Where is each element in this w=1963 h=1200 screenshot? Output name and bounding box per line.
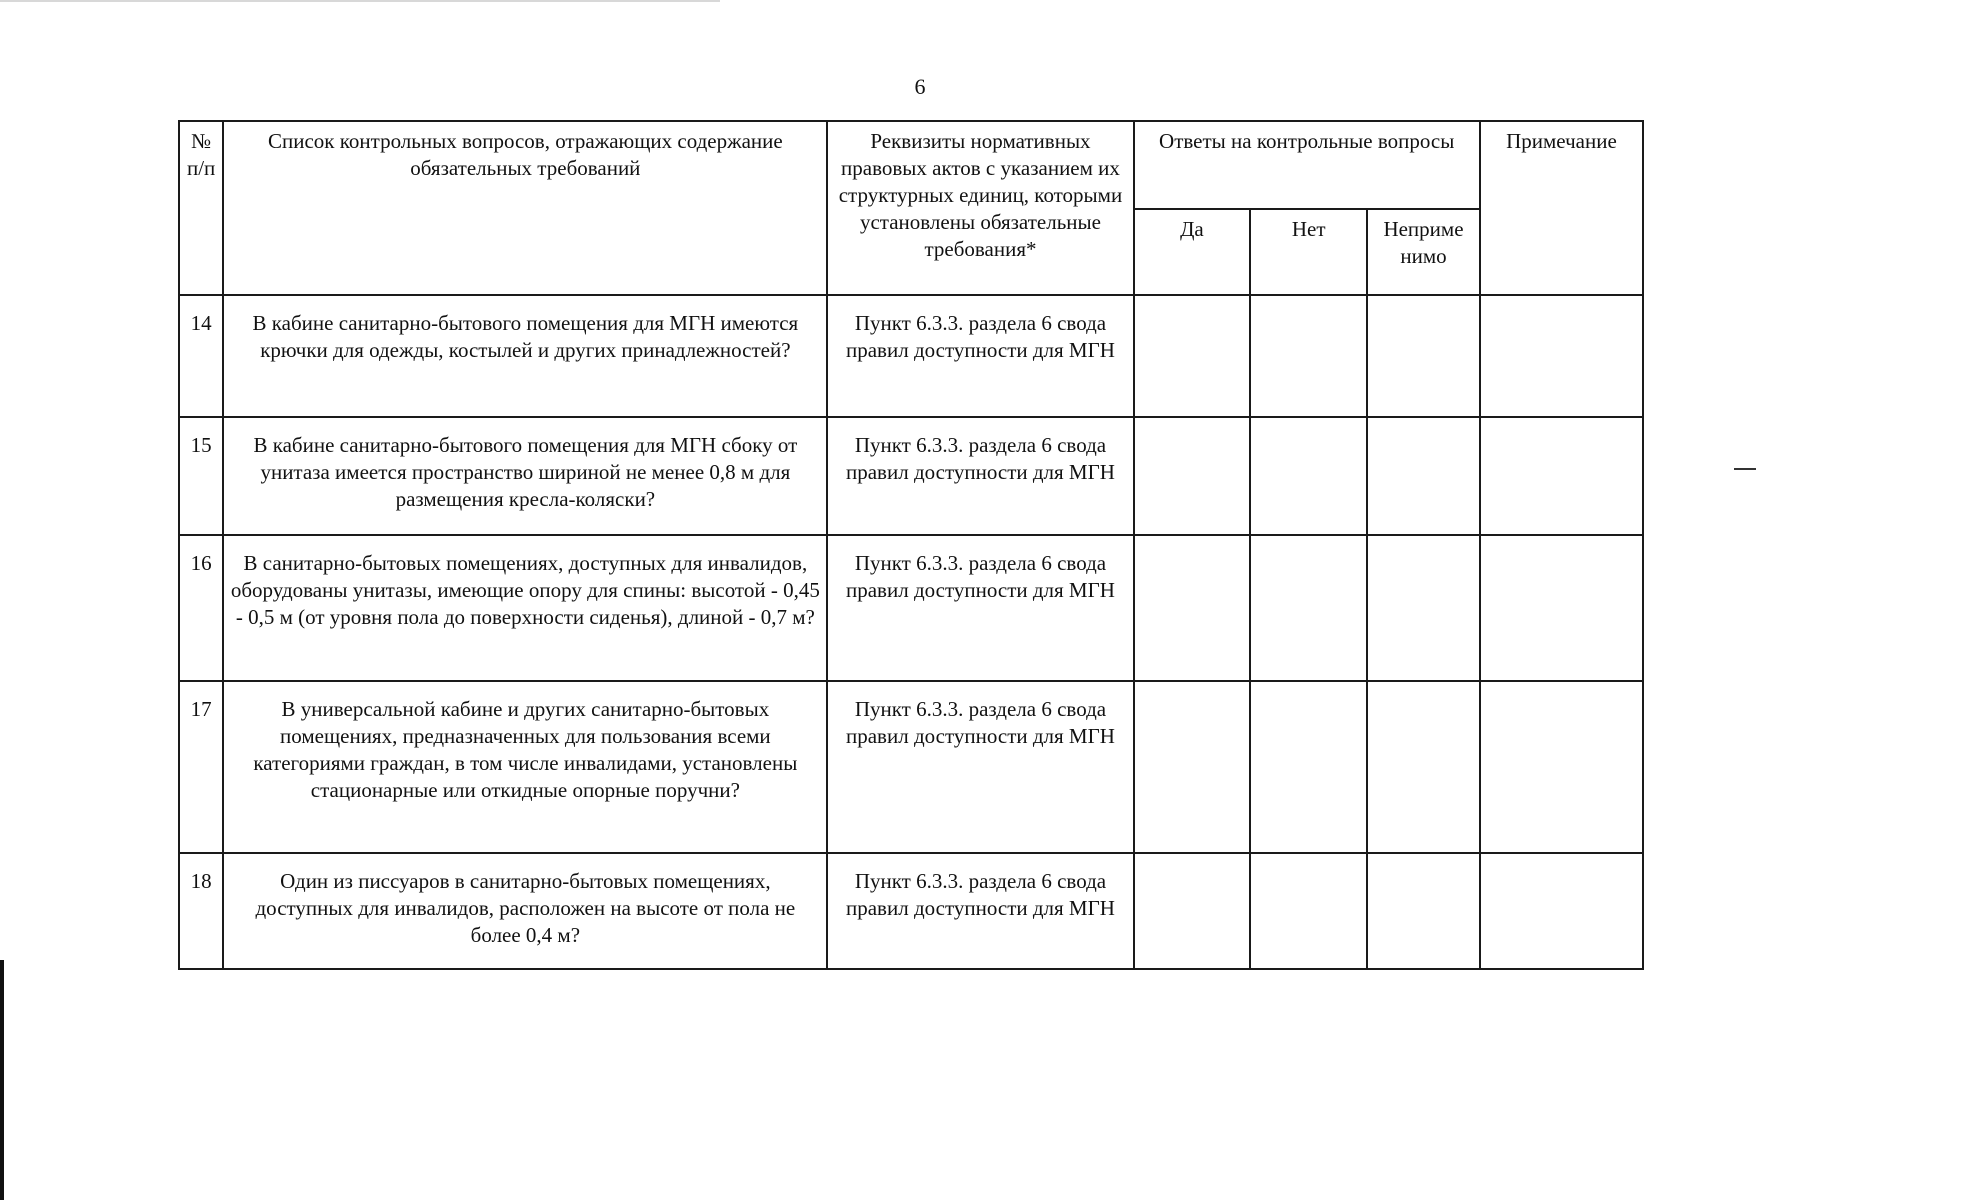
row-question: В кабине санитарно-бытового помещения для МГН сбоку от унитаза имеется пространство шириной не менее 0,8 м для размещения кресла-коляски? [223,417,827,535]
note-cell[interactable] [1480,535,1643,681]
scan-edge-bar [0,960,4,1200]
row-number: 15 [179,417,223,535]
answer-no-cell[interactable] [1250,295,1367,417]
answer-yes-cell[interactable] [1134,295,1251,417]
page-number: 6 [914,74,926,99]
answer-not-applicable-cell[interactable] [1367,417,1480,535]
table-row [179,681,1643,853]
header-yes: Да [1134,209,1251,295]
note-cell[interactable] [1480,417,1643,535]
header-no: Нет [1250,209,1367,295]
header-not-applicable: Неприме нимо [1367,209,1480,295]
row-question: В универсальной кабине и других санитарно-бытовых помещениях, предназначенных для пользования всеми категориями граждан, в том числе инвалидами, установлены стационарные или откидные опорные поручни? [223,681,827,853]
row-reference: Пункт 6.3.3. раздела 6 свода правил доступности для МГН [827,295,1133,417]
table-row [179,295,1643,417]
answer-no-cell[interactable] [1250,853,1367,969]
header-num: № п/п [179,121,223,295]
answer-yes-cell[interactable] [1134,853,1251,969]
row-reference: Пункт 6.3.3. раздела 6 свода правил доступности для МГН [827,417,1133,535]
answer-no-cell[interactable] [1250,535,1367,681]
answer-not-applicable-cell[interactable] [1367,295,1480,417]
margin-dash [1734,468,1756,470]
note-cell[interactable] [1480,853,1643,969]
answer-yes-cell[interactable] [1134,535,1251,681]
answer-no-cell[interactable] [1250,417,1367,535]
row-reference: Пункт 6.3.3. раздела 6 свода правил доступности для МГН [827,681,1133,853]
header-question: Список контрольных вопросов, отражающих содержание обязательных требований [223,121,827,295]
header-reference [827,121,1133,295]
table-row [179,853,1643,969]
row-number: 17 [179,681,223,853]
answer-no-cell[interactable] [1250,681,1367,853]
row-reference: Пункт 6.3.3. раздела 6 свода правил доступности для МГН [827,853,1133,969]
row-reference: Пункт 6.3.3. раздела 6 свода правил доступности для МГН [827,535,1133,681]
header-reference-text: Реквизиты нормативных правовых актов с указанием их структурных единиц, которыми установлены обязательные требования* [838,129,1123,261]
row-number: 16 [179,535,223,681]
row-question: В кабине санитарно-бытового помещения для МГН имеются крючки для одежды, костылей и других принадлежностей? [223,295,827,417]
table-row [179,535,1643,681]
row-number: 18 [179,853,223,969]
note-cell[interactable] [1480,681,1643,853]
answer-yes-cell[interactable] [1134,681,1251,853]
row-question: В санитарно-бытовых помещениях, доступных для инвалидов, оборудованы унитазы, имеющие опору для спины: высотой - 0,45 - 0,5 м (от уровня пола до поверхности сиденья), длиной - 0,7 м? [223,535,827,681]
row-question: Один из писсуаров в санитарно-бытовых помещениях, доступных для инвалидов, расположен на высоте от пола не более 0,4 м? [223,853,827,969]
checklist-table [178,120,1644,970]
scan-artifact-line [0,0,720,2]
answer-not-applicable-cell[interactable] [1367,853,1480,969]
note-cell[interactable] [1480,295,1643,417]
header-answers-group: Ответы на контрольные вопросы [1134,121,1480,209]
row-number: 14 [179,295,223,417]
header-row-top [179,121,1643,209]
answer-yes-cell[interactable] [1134,417,1251,535]
answer-not-applicable-cell[interactable] [1367,681,1480,853]
table-row [179,417,1643,535]
header-note: Примечание [1480,121,1643,295]
answer-not-applicable-cell[interactable] [1367,535,1480,681]
